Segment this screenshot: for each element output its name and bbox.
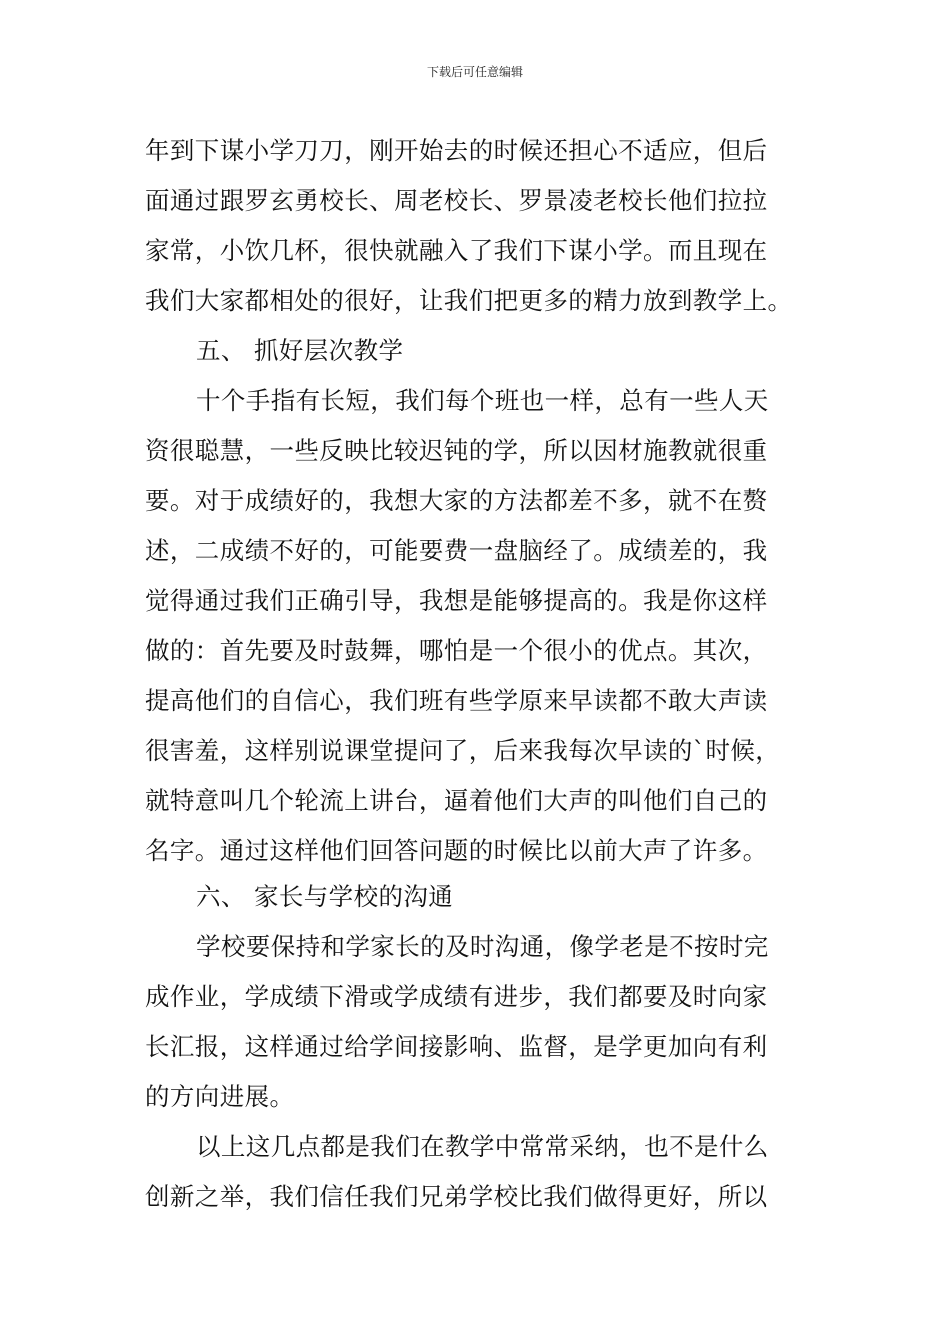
paragraph-line: 要。对于成绩好的，我想大家的方法都差不多，就不在赘 [145, 486, 768, 515]
paragraph-line: 面通过跟罗玄勇校长、周老校长、罗景凌老校长他们拉拉 [145, 186, 768, 215]
paragraph-line: 十个手指有长短，我们每个班也一样，总有一些人天 [196, 386, 769, 415]
paragraph-line: 资很聪慧，一些反映比较迟钝的学，所以因材施教就很重 [145, 436, 768, 465]
paragraph-line: 长汇报，这样通过给学间接影响、监督，是学更加向有利 [145, 1032, 768, 1061]
paragraph-line: 家常，小饮几杯，很快就融入了我们下谋小学。而且现在 [145, 236, 768, 265]
paragraph-line: 创新之举，我们信任我们兄弟学校比我们做得更好，所以 [145, 1182, 768, 1211]
paragraph-line: 的方向进展。 [145, 1082, 295, 1111]
section-heading: 五、 抓好层次教学 [196, 336, 404, 365]
paragraph-line: 述，二成绩不好的，可能要费一盘脑经了。成绩差的，我 [145, 536, 768, 565]
paragraph-line: 名字。通过这样他们回答问题的时候比以前大声了许多。 [145, 836, 768, 865]
paragraph-line: 年到下谋小学刀刀，刚开始去的时候还担心不适应，但后 [145, 136, 768, 165]
paragraph-line: 做的：首先要及时鼓舞，哪怕是一个很小的优点。其次， [145, 636, 768, 665]
page-header: 下载后可任意编辑 [426, 65, 523, 79]
paragraph-line: 我们大家都相处的很好，让我们把更多的精力放到教学上。 [145, 286, 793, 315]
paragraph-line: 提高他们的自信心，我们班有些学原来早读都不敢大声读 [145, 686, 768, 715]
paragraph-line: 成作业，学成绩下滑或学成绩有进步，我们都要及时向家 [145, 982, 768, 1011]
paragraph-line: 很害羞，这样别说课堂提问了，后来我每次早读的`时候， [145, 736, 781, 765]
paragraph-line: 就特意叫几个轮流上讲台，逼着他们大声的叫他们自己的 [145, 786, 768, 815]
paragraph-line: 学校要保持和学家长的及时沟通，像学老是不按时完 [196, 932, 769, 961]
paragraph-line: 觉得通过我们正确引导，我想是能够提高的。我是你这样 [145, 586, 768, 615]
paragraph-line: 以上这几点都是我们在教学中常常采纳，也不是什么 [196, 1132, 769, 1161]
section-heading: 六、 家长与学校的沟通 [196, 882, 454, 911]
